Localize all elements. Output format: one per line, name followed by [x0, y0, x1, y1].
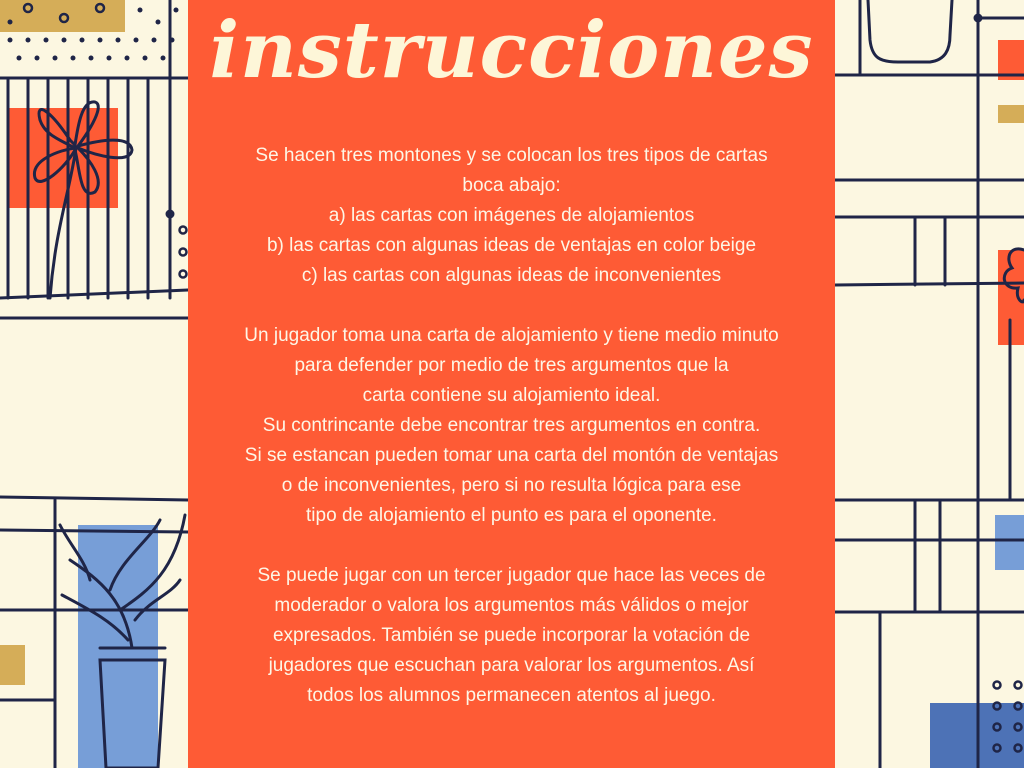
text-line: todos los alumnos permanecen atentos al juego. — [307, 685, 716, 706]
text-line: expresados. También se puede incorporar la votación de — [272, 625, 751, 646]
paragraph-variants — [198, 561, 825, 711]
paragraph-setup — [198, 141, 825, 291]
text-line: Se puede jugar con un tercer jugador que hace las veces de — [257, 565, 766, 586]
text-line: Su contrincante debe encontrar tres argumentos en contra. — [262, 415, 761, 436]
text-line: jugadores que escuchan para valorar los argumentos. Así — [268, 655, 755, 676]
text-line: boca abajo: — [462, 175, 561, 196]
instructions-panel — [188, 0, 835, 768]
instructions-text — [198, 141, 825, 741]
text-line: Si se estancan pueden tomar una carta del montón de ventajas — [244, 445, 779, 466]
page-title: instrucciones — [209, 5, 814, 96]
text-line: para defender por medio de tres argumentos que la — [294, 355, 729, 376]
text-line: carta contiene su alojamiento ideal. — [362, 385, 661, 406]
text-line: a) las cartas con imágenes de alojamientos — [328, 205, 695, 226]
paragraph-gameplay — [198, 321, 825, 531]
text-line: tipo de alojamiento el punto es para el oponente. — [306, 505, 717, 526]
text-line: o de inconvenientes, pero si no resulta lógica para ese — [281, 475, 742, 496]
text-line: moderador o valora los argumentos más válidos o mejor — [274, 595, 749, 616]
text-line: c) las cartas con algunas ideas de inconvenientes — [301, 265, 722, 286]
text-line: Un jugador toma una carta de alojamiento y tiene medio minuto — [244, 325, 779, 346]
text-line: b) las cartas con algunas ideas de ventajas en color beige — [266, 235, 757, 256]
text-line: Se hacen tres montones y se colocan los tres tipos de cartas — [255, 145, 768, 166]
